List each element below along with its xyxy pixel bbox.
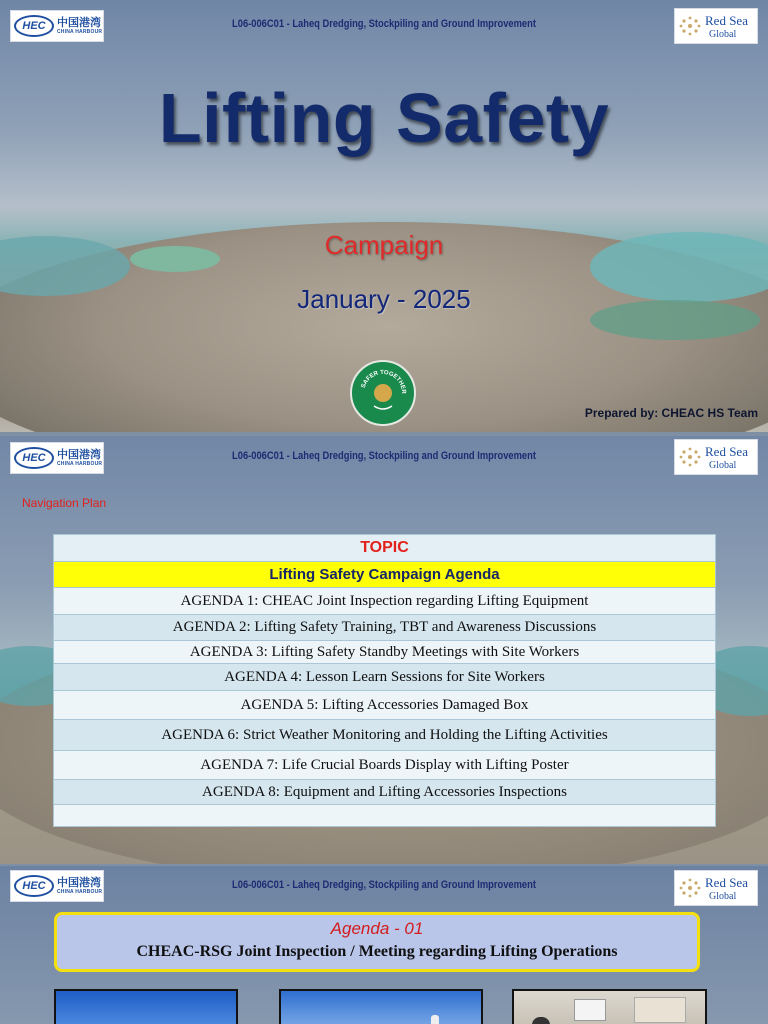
title-slide xyxy=(0,0,768,432)
red-sea-global-emblem-icon xyxy=(679,15,701,37)
inspection-photo xyxy=(54,989,238,1024)
logo-red-sea-text: Red Sea xyxy=(705,443,748,459)
agenda-row xyxy=(54,805,716,827)
project-title: L06-006C01 - Laheq Dredging, Stockpiling and Ground Improvement xyxy=(232,879,536,891)
logo-english-text: CHINA HARBOUR xyxy=(57,888,103,895)
agenda-row: AGENDA 1: CHEAC Joint Inspection regarding Lifting Equipment xyxy=(54,588,716,615)
photo-detail xyxy=(574,999,606,1021)
slide-title: Lifting Safety xyxy=(158,79,610,157)
agenda-row: AGENDA 5: Lifting Accessories Damaged Box xyxy=(54,691,716,720)
logo-global-text: Global xyxy=(709,890,737,902)
safer-together-badge xyxy=(350,360,416,426)
meeting-photo xyxy=(512,989,707,1024)
red-sea-global-logo xyxy=(674,870,758,906)
red-sea-global-logo xyxy=(674,8,758,44)
project-title: L06-006C01 - Laheq Dredging, Stockpiling and Ground Improvement xyxy=(232,450,536,462)
logo-red-sea-text: Red Sea xyxy=(705,874,748,890)
project-title: L06-006C01 - Laheq Dredging, Stockpiling and Ground Improvement xyxy=(232,18,536,30)
slide-subtitle: Campaign xyxy=(324,230,444,260)
agenda-row: AGENDA 7: Life Crucial Boards Display with Lifting Poster xyxy=(54,751,716,780)
red-sea-global-logo xyxy=(674,439,758,475)
logo-global-text: Global xyxy=(709,28,737,40)
topic-header: TOPIC xyxy=(54,535,716,562)
logo-english-text: CHINA HARBOUR xyxy=(57,28,103,35)
red-sea-global-emblem-icon xyxy=(679,877,701,899)
agenda-table xyxy=(53,534,716,827)
agenda-row: AGENDA 2: Lifting Safety Training, TBT and Awareness Discussions xyxy=(54,615,716,641)
badge-text: SAFER TOGETHER xyxy=(360,369,407,394)
logo-red-sea-text: Red Sea xyxy=(705,12,748,28)
photo-detail xyxy=(532,1017,550,1024)
navigation-plan-label: Navigation Plan xyxy=(22,496,107,510)
photo-detail xyxy=(634,997,686,1023)
navigation-slide xyxy=(0,436,768,864)
photo-detail xyxy=(431,1015,439,1024)
logo-chinese-text: 中国港湾 xyxy=(57,447,101,461)
agenda-row: AGENDA 6: Strict Weather Monitoring and Holding the Lifting Activities xyxy=(54,720,716,751)
agenda-row: AGENDA 4: Lesson Learn Sessions for Site Workers xyxy=(54,664,716,691)
hec-logo-mark: HEC xyxy=(14,875,54,897)
agenda-header: Lifting Safety Campaign Agenda xyxy=(54,562,716,588)
prepared-by: Prepared by: CHEAC HS Team xyxy=(584,406,758,420)
logo-english-text: CHINA HARBOUR xyxy=(57,460,103,467)
hec-logo-mark: HEC xyxy=(14,15,54,37)
agenda-title-box xyxy=(54,912,700,972)
agenda-number: Agenda - 01 xyxy=(330,919,424,938)
agenda-row: AGENDA 8: Equipment and Lifting Accessories Inspections xyxy=(54,780,716,805)
agenda-row: AGENDA 3: Lifting Safety Standby Meetings with Site Workers xyxy=(54,641,716,664)
logo-global-text: Global xyxy=(709,459,737,471)
campaign-date: January - 2025 xyxy=(297,284,471,314)
inspection-photo xyxy=(279,989,483,1024)
agenda-01-slide xyxy=(0,866,768,1024)
hec-logo-mark: HEC xyxy=(14,447,54,469)
agenda-description: CHEAC-RSG Joint Inspection / Meeting regarding Lifting Operations xyxy=(136,943,618,960)
logo-chinese-text: 中国港湾 xyxy=(57,875,101,889)
logo-chinese-text: 中国港湾 xyxy=(57,15,101,29)
red-sea-global-emblem-icon xyxy=(679,446,701,468)
